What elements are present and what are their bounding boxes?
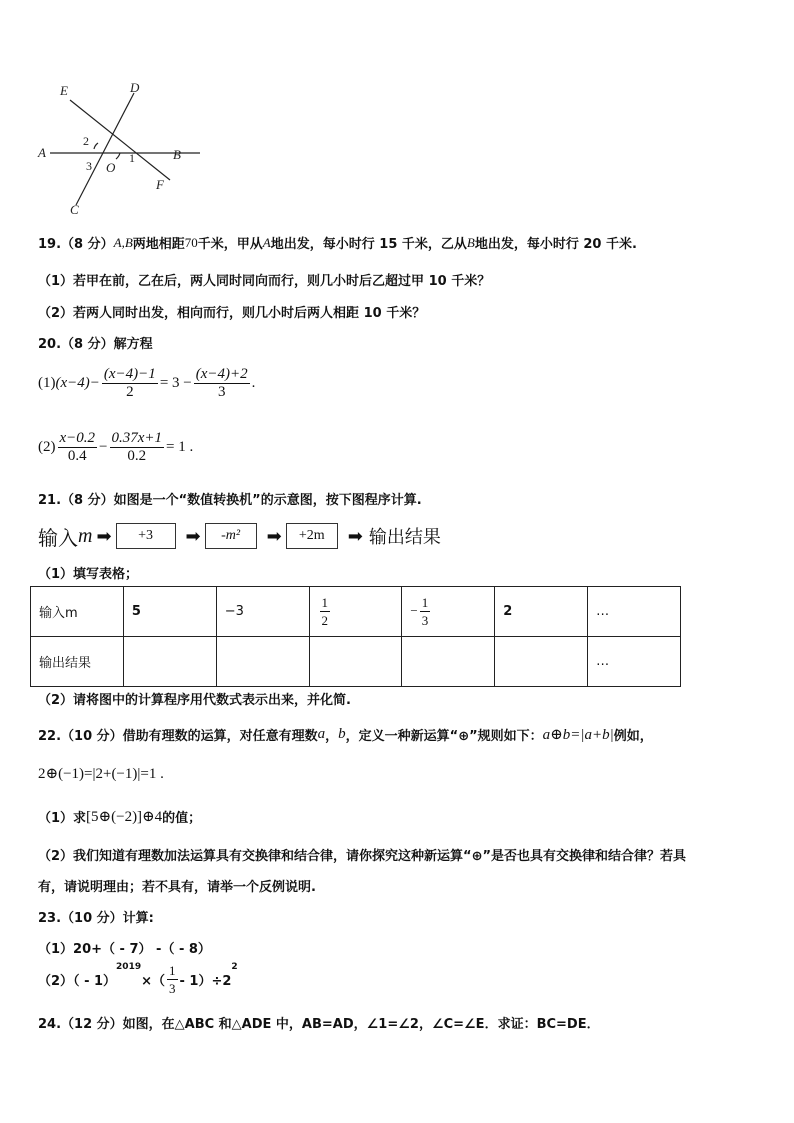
table-cell <box>216 587 309 637</box>
table-cell-head <box>31 637 124 687</box>
table-cell <box>123 587 216 637</box>
table-cell-head <box>31 587 124 637</box>
q22-example: 2⊕(−1)=|2+(−1)|=1 . <box>38 766 164 782</box>
q19-dist: 70 <box>184 234 198 250</box>
q23-part1: （1）20+（ - 7） -（ - 8） <box>38 942 211 957</box>
label-a: A <box>38 145 46 160</box>
q21-table-value: 5 <box>131 604 141 619</box>
q20-eq1-lhs: (x−4)− <box>55 375 100 391</box>
q23-p2-a: （2）（ - 1） <box>38 974 117 989</box>
arrow-right-icon: ➡ <box>185 525 201 547</box>
q21-heading: 21.（8 分）如图是一个“数值转换机”的示意图，按下图程序计算. <box>38 493 422 508</box>
table-cell[interactable] <box>216 637 309 687</box>
label-angle-2: 2 <box>83 134 89 148</box>
table-cell[interactable] <box>402 637 495 687</box>
q21-flow-output-label: 输出结果 <box>368 527 441 548</box>
q20-eq2-frac2-num: 0.37x+1 <box>111 430 163 446</box>
q21-table-output-head: 输出结果 <box>39 656 92 671</box>
q23-p2-frac <box>167 962 178 997</box>
label-b: B <box>173 147 181 162</box>
label-d: D <box>130 80 140 95</box>
q19-head: 19.（8 分） <box>38 237 114 252</box>
q20-eq1-frac2 <box>194 366 250 401</box>
q20-eq1-end: . <box>251 375 256 391</box>
q20-eq2-minus: − <box>99 439 108 455</box>
q20-heading: 20.（8 分）解方程 <box>38 337 153 352</box>
q21-table-value: −3 <box>224 604 244 619</box>
q22-p1-pre: （1）求 <box>38 811 87 826</box>
q23-p2-frac-den: 3 <box>169 981 176 996</box>
q22-rule: a⊕b=|a+b| <box>542 727 614 743</box>
q23-heading: 23.（10 分）计算: <box>38 911 154 926</box>
label-o: O <box>106 160 116 175</box>
angle-2-arc <box>94 143 98 149</box>
q21-part2: （2）请将图中的计算程序用代数式表示出来，并化简. <box>38 693 351 708</box>
q23-p2-sq: 2 <box>231 962 238 972</box>
q20-eq1-frac1 <box>102 366 158 401</box>
table-cell <box>495 587 588 637</box>
q21-table-value: 2 <box>503 604 513 619</box>
arrow-right-icon: ➡ <box>96 525 112 547</box>
q21-table-frac-half: $\frac{1}{2}$ <box>321 595 329 628</box>
q22-p1-post: 的值； <box>162 811 202 826</box>
q22-part2-line2: 有，请说明理由；若不具有，请举一个反例说明. <box>38 880 316 895</box>
q22-heading-line <box>38 725 653 744</box>
q20-eq1-frac2-num: (x−4)+2 <box>195 366 248 382</box>
q21-table <box>30 586 681 687</box>
q19-text-d: 千米，甲从 <box>197 237 263 252</box>
label-angle-1: 1 <box>129 151 135 165</box>
q20-eq2-frac1 <box>58 430 98 465</box>
q21-table-value: … <box>596 654 610 669</box>
q20-eq1-frac2-den: 3 <box>217 384 226 400</box>
arrow-right-icon: ➡ <box>347 525 363 547</box>
angle-1-arc <box>116 153 120 159</box>
q20-equation-1 <box>38 366 255 401</box>
q22-p1-expr: [5⊕(−2)]⊕4 <box>86 809 163 825</box>
arrow-right-icon: ➡ <box>266 525 282 547</box>
table-cell[interactable] <box>495 637 588 687</box>
q21-part1: （1）填写表格； <box>38 567 139 582</box>
table-cell[interactable] <box>123 637 216 687</box>
geometry-figure <box>30 75 205 220</box>
q23-p2-b: ×（ <box>141 974 166 989</box>
q22-head: 22.（10 分）借助有理数的运算，对任意有理数 <box>38 729 318 744</box>
q20-eq2-end: = 1 . <box>166 439 194 455</box>
q22-var-a: a <box>317 726 326 742</box>
label-angle-3: 3 <box>86 159 92 173</box>
table-cell <box>588 587 681 637</box>
q19-text-h: 地出发，每小时行 20 千米. <box>474 237 637 252</box>
q20-eq1-mid: = 3 − <box>159 375 192 391</box>
q23-p2-exp: 2019 <box>116 962 142 972</box>
q21-table-frac-third: $\frac{1}{3}$ <box>421 595 429 628</box>
q22-sep: ， <box>325 729 339 744</box>
q19-var-a2: A <box>262 234 271 250</box>
q19-text-f: 地出发，每小时行 15 千米，乙从 <box>270 237 467 252</box>
q19-part2: （2）若两人同时出发，相向而行，则几小时后两人相距 10 千米？ <box>38 306 426 321</box>
q19-heading-line <box>38 233 637 252</box>
q21-table-input-head: 输入m <box>39 606 78 621</box>
q21-flow-box-3: +2m <box>286 523 338 549</box>
table-cell: − $\frac{1}{3}$ <box>402 587 495 637</box>
q20-eq2-frac2-den: 0.2 <box>127 448 147 464</box>
table-row <box>31 637 681 687</box>
q21-flow <box>38 522 441 550</box>
q21-flow-box-1: +3 <box>116 523 176 549</box>
table-cell[interactable] <box>309 637 402 687</box>
table-row <box>31 587 681 637</box>
q20-eq1-label: (1) <box>38 375 56 391</box>
q19-var-b2: B <box>466 234 475 250</box>
table-cell <box>309 587 402 637</box>
q20-eq1-frac1-den: 2 <box>126 384 134 400</box>
q20-eq2-frac2 <box>110 430 165 465</box>
q22-part1 <box>38 807 201 826</box>
q24-text: 24.（12 分）如图，在△ABC 和△ADE 中，AB=AD，∠1=∠2，∠C=∠E．求证：BC=DE． <box>38 1017 600 1032</box>
q19-var-a: A <box>113 234 122 250</box>
q22-var-b: b <box>338 726 346 742</box>
q21-flow-input-label: 输入 <box>38 525 78 550</box>
label-c: C <box>70 202 79 217</box>
label-e: E <box>60 83 68 98</box>
q22-tail: 例如， <box>613 729 653 744</box>
q19-var-b: ,B <box>121 234 133 250</box>
q23-p2-c: - 1）÷2 <box>179 974 232 989</box>
q23-part2 <box>38 962 238 997</box>
q19-text-c: 两地相距 <box>132 237 185 252</box>
q20-eq2-label: (2) <box>38 439 56 455</box>
q21-flow-box-2: -m² <box>205 523 257 549</box>
q21-flow-input-var: m <box>78 524 93 547</box>
table-cell <box>588 637 681 687</box>
q22-part2-line1: （2）我们知道有理数加法运算具有交换律和结合律，请你探究这种新运算“⊕”是否也具有交换律和结合律？若具 <box>38 849 687 864</box>
q22-mid: ，定义一种新运算“⊕”规则如下： <box>345 729 543 744</box>
q20-eq1-frac1-num: (x−4)−1 <box>103 366 156 382</box>
q20-equation-2 <box>38 430 193 465</box>
q20-eq2-frac1-num: x−0.2 <box>59 430 96 446</box>
q21-table-value: … <box>596 604 610 619</box>
q23-p2-frac-num: 1 <box>169 963 176 978</box>
line-dc <box>76 93 134 205</box>
q20-eq2-frac1-den: 0.4 <box>67 448 87 464</box>
q19-part1: （1）若甲在前，乙在后，两人同时同向而行，则几小时后乙超过甲 10 千米？ <box>38 274 491 289</box>
label-f: F <box>156 177 164 192</box>
